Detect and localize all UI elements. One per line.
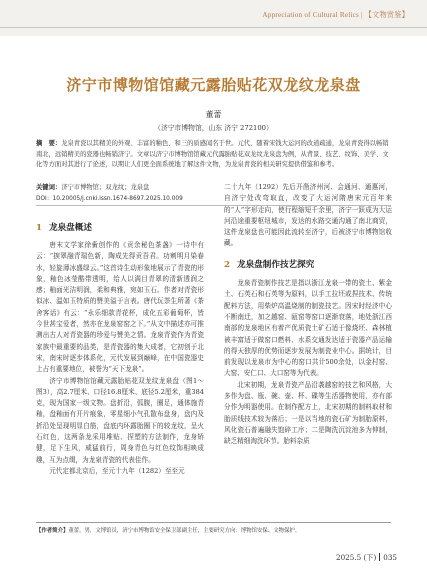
section-1-heading — [36, 221, 92, 233]
abstract-text: 龙泉青瓷以其精美的外观、丰富的釉色、和三的质感闻名于世。元代，随着宋钱大运河的改道疏通，龙泉青瓷得以畅销南北，远销精美的瓷器也畅销济宁。文章以济宁市博物馆馆藏元代露胎贴花双龙纹龙泉盘为例，从背景、技艺、纹饰、美学、文化等方面对其进行了论述，以期让人们更全面系统地了解这件文物，为龙泉青瓷的相关研究提供借鉴和参考。 — [36, 140, 389, 168]
article-title: 济宁市博物馆馆藏元露胎贴花双龙纹龙泉盘 — [66, 76, 361, 94]
section-2-number: 2 — [224, 259, 230, 270]
journal-name: Appreciation of Cultural Relics — [262, 11, 360, 19]
paragraph: 二十九年（1292）先后开凿济州河、会通河、通惠河，自济宁处改弯取直，改变了大运河隋唐宋元百年来的“人”字形走向，使行程缩短千余里，济宁一跃成为大运河沿途重要枢纽城市，发达的水路交通沟通了南北商贸，这件龙泉盘也可能因此流转至济宁，后被济宁市博物馆收藏。 — [224, 183, 392, 248]
issue-part: (下) — [363, 553, 377, 562]
paragraph: 济宁市博物馆馆藏元露胎贴花双龙纹龙泉盘（图1～图3），高2.7厘米、口径16.8厘米、底径5.2厘米，重384克，现为国家一级文物。盘折沿，弧腹，圈足，通体施青釉，盘釉面有开片痕象，零星细小气孔散布盘身，盘内及折沿处呈现明显白筋，盘底内环露胎圈下的较龙纹，呈火石红色，这两条龙采用堆贴、捏塑的方法制作，龙身矫健，足下生风，威猛前行，周身青色与红色纹饰相映成趣，互为点缀，为龙泉青瓷的代表佳作。 — [36, 376, 204, 464]
page-number: 035 — [383, 553, 397, 562]
issue-date: 2025.5 — [336, 553, 362, 562]
right-column — [224, 182, 392, 448]
footer-separator — [379, 553, 380, 561]
header-rule — [0, 27, 427, 28]
paragraph: 龙泉青瓷制作技艺是指以浙江龙泉一带的瓷土、紫金土、石英石和石英等为原料，以手工拉坯或捏技术、传统配料方法，用柴炉高温烧制的制瓷技艺。因宋时经济中心不断南迁，加之越窑、瓯窑等窑口逐渐衰落，地处浙江西南部的龙泉地区有着产优质瓷土矿石适于像烧坯、森林植被丰富适于做窑口燃料、水系交通发达适于瓷器产品运输的得天独厚的优势而逐步发展为制瓷业中心。据统计，目前发现以龙泉市为中心的窑口共计500余处，以金村窑、大窑、安仁口、大口窑等为代表。 — [224, 279, 392, 378]
keywords-text: 济宁市博物馆；双龙纹；龙泉盘 — [61, 184, 150, 191]
section-name: | 【文物赏鉴】 — [361, 11, 409, 19]
paragraph: 元代定都北京后，至元十九年（1282）至至元 — [49, 466, 185, 475]
doi: DOI：10.20005/j.cnki.issn.1674-8697.2025.10.009 — [36, 196, 183, 202]
author-affiliation: （济宁市博物馆，山东 济宁 272100） — [154, 124, 273, 132]
left-column — [36, 240, 204, 477]
abstract-label: 摘 要： — [36, 140, 62, 147]
section-2-title: 龙泉盘制作技艺探究 — [236, 259, 315, 270]
article-author: 董蕾 — [205, 110, 222, 119]
author-footnote — [36, 527, 391, 535]
paragraph: 唐末文学家徐夤创作的《贡余秘色茶盏》一诗中有云：“捩翠融青瑞色新，陶成先得贡吾君。功剜明月染春水，轻旋薄冰盛绿云。”这首诗生动形象地展示了青瓷的形象，釉色冰莹酷带透明，给人以满目青翠的清新透润之感；釉面光洁明润，柔和典雅，宛如玉石。作者对青瓷形似冰、温如玉特质的赞美溢于言表。唐代玩荼生所著《茶舍客话》有云：“永乐细款青花杯，成化五彩葡萄杯，皆今世甚宝爱者，然亦在龙泉窑窑之下。”从文中描述亦可推测出古人对青瓷器的珍爱与赞美之情。龙泉青瓷作为青瓷家族中最重要的品类，是青瓷器的集大成者，它初创于北宋，南宋时逐步体系化，元代发展到巅峰，在中国瓷器史上占有重要地位，被誉为“天下龙泉”。 — [36, 241, 204, 374]
abstract — [36, 139, 391, 171]
keywords-label: 关键词： — [36, 184, 62, 191]
section-2-heading — [224, 260, 392, 271]
journal-header — [262, 10, 409, 20]
footnote-text: 董蕾，男，文博馆员，济宁市博物馆安全保卫部副主任，主要研究方向：博物馆安保、文物保护。 — [68, 528, 301, 534]
footnote-label: 【作者简介】 — [36, 528, 69, 534]
section-1-title: 龙泉盘概述 — [48, 223, 92, 233]
page-footer — [336, 553, 397, 563]
paragraph: 北宋初期，龙泉青瓷产品沿袭越窑的技艺和风格，大多作为盘、瓶、碗、壶、杯、碟等生活器物使用，亦有部分作为明器使用。在制作配方上，北宋初期的制料取材和胎质线技术较为落后；一是以当地的瓷石矿为制胎原料，风化瓷石普遍融失饱碎工序；二是陶洗沉淀池多为伸制，缺乏精细淘洗环节。胎料杂质 — [224, 380, 392, 446]
section-1-number: 1 — [36, 223, 42, 233]
footnote-rule — [36, 522, 391, 523]
